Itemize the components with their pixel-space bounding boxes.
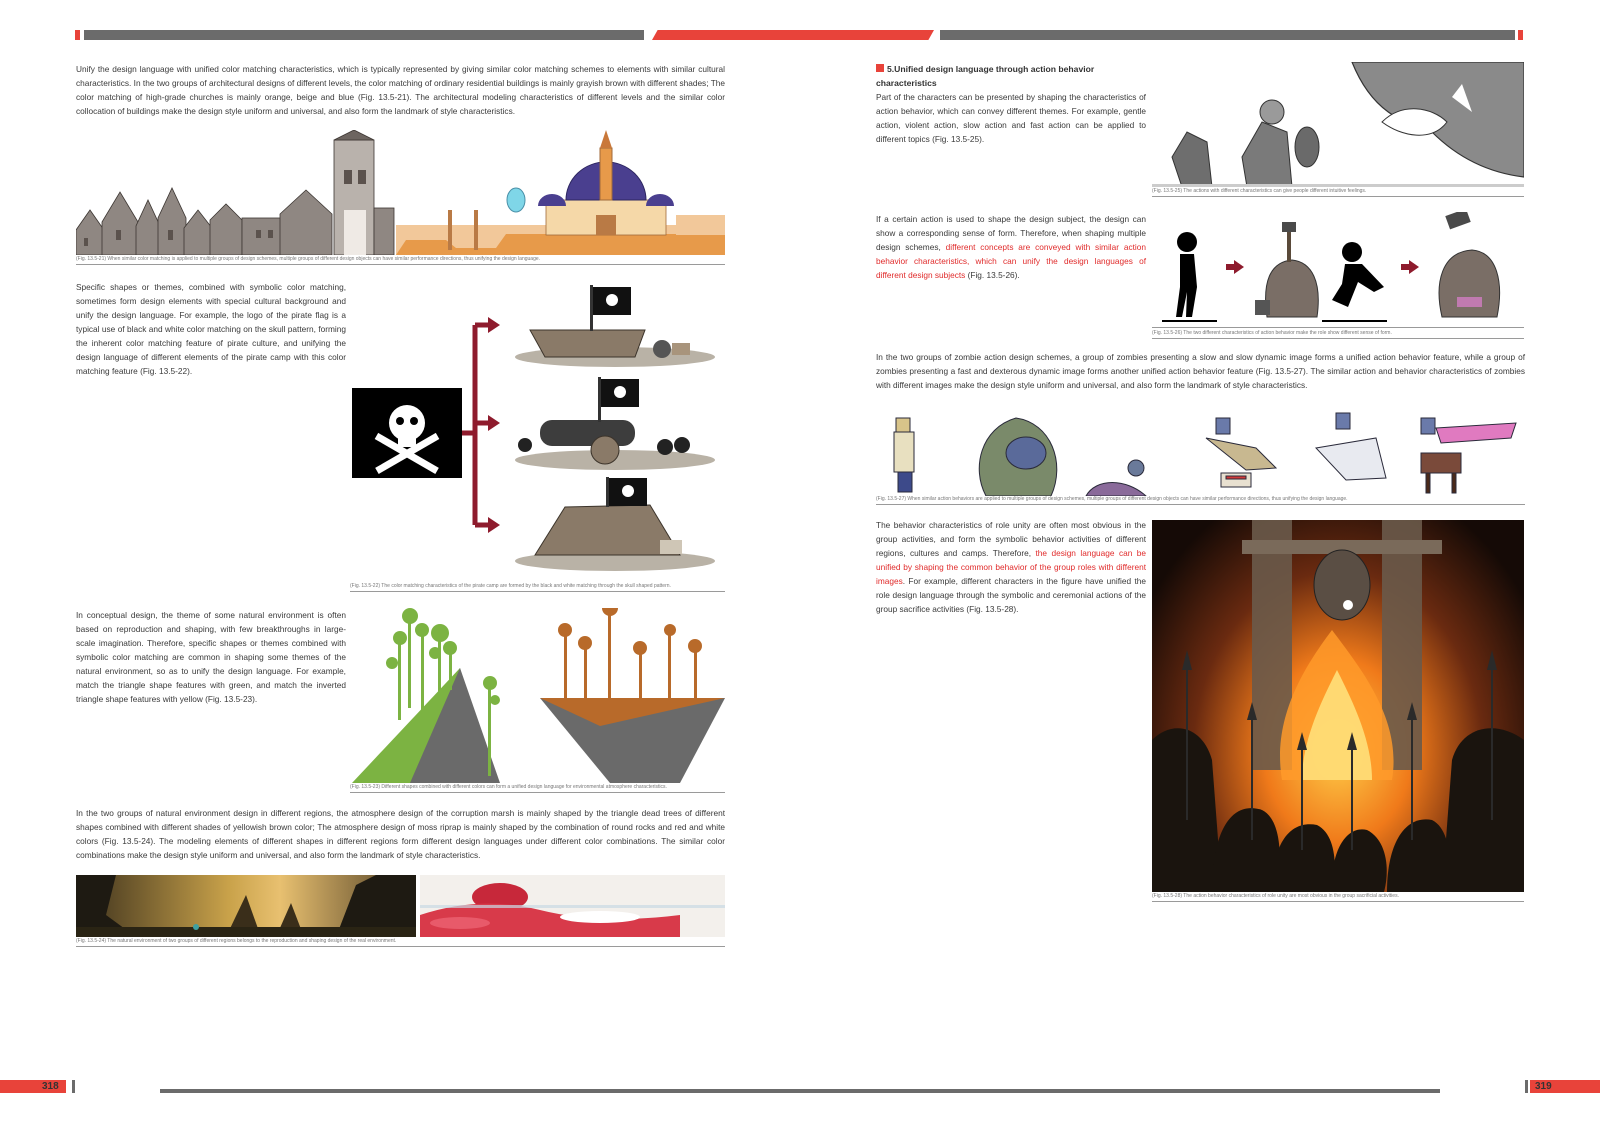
fig-13-5-25 — [1152, 62, 1524, 187]
caption-13-5-21: (Fig. 13.5-21) When similar color matching is applied to multiple groups of design schemes, multiple groups of different design objects can have similar performance directions, thus unifying the design language. — [76, 256, 725, 265]
page-number-right: 319 — [1535, 1081, 1552, 1092]
footer-right-tick — [1525, 1080, 1528, 1093]
right-paragraph-2: If a certain action is used to shape the design subject, the design can show a corresponding sense of form. Therefore, when shaping multiple design schemes, different concepts are conveyed with similar action behavior characteristics, which can unify the design languages of different design subjects (Fig. 13.5-26). — [876, 214, 1146, 280]
caption-13-5-28: (Fig. 13.5-28) The action behavior characteristics of role unity are most obvious in the group sacrificial activities. — [1152, 893, 1524, 902]
right-paragraph-4: The behavior characteristics of role unity are often most obvious in the group activities, and form the symbolic behavior activities of different regions, cultures and camps. Therefore, the design language can be unified by shaping the common behavior of the group roles with different images. For example, different characters in the figure have unified the role design language through the symbolic and ceremonial actions of the group sacrifice activities (Fig. 13.5-28). — [876, 520, 1147, 614]
fig-13-5-24-riprap — [420, 875, 725, 937]
top-bar-right-cap — [1518, 30, 1523, 40]
heading-square-icon — [876, 64, 884, 72]
fig-13-5-22 — [350, 285, 725, 581]
right-paragraph-3: In the two groups of zombie action design schemes, a group of zombies presenting a slow and slow dynamic image forms a unified action behavior feature, while a group of zombies presenting a fast and dexterous dynamic image forms another unified action behavior feature (Fig. 13.5-27). The similar action and behavior characteristics of zombies with different images make the design style uniform and universal, and also form the landmark of style characteristics. — [876, 352, 1525, 390]
marsh-illustration — [76, 875, 416, 937]
caption-13-5-24: (Fig. 13.5-24) The natural environment of two groups of different regions belongs to the reproduction and shaping design of the real environment. — [76, 938, 725, 947]
caption-13-5-25: (Fig. 13.5-25) The actions with different characteristics can give people different intuitive feelings. — [1152, 188, 1524, 197]
top-bar-left-cap — [75, 30, 80, 40]
caption-13-5-23: (Fig. 13.5-23) Different shapes combined with different colors can form a unified design language for environmental atmosphere characteristics. — [350, 784, 725, 793]
footer-rule — [160, 1089, 1440, 1093]
top-bar-right — [940, 30, 1515, 40]
moss-riprap-illustration — [420, 875, 725, 937]
zombies-illustration — [876, 408, 1525, 496]
fig-13-5-24-marsh — [76, 875, 416, 937]
right-paragraph-1: Part of the characters can be presented by shaping the characteristics of action behavior, which can convey different themes. For example, gentle action, violent action, slow action and fast action can be applied to different topics (Fig. 13.5-25). — [876, 92, 1146, 144]
floating-islands-illustration — [350, 608, 725, 783]
left-paragraph-1: Unify the design language with unified color matching characteristics, which is typically represented by giving similar color matching schemes to elements with similar cultural characteristics. In the two groups of architectural designs of different levels, the color matching of ordinary residential buildings is mainly grayish brown with different shades; The color matching of high-grade churches is mainly orange, beige and blue (Fig. 13.5-21). The architectural modeling characteristics of different levels and the similar color collocation of buildings make the design style uniform and universal, and also form the landmark of style characteristics. — [76, 64, 725, 116]
fig-13-5-21 — [76, 130, 725, 255]
action-characters-illustration — [1152, 62, 1524, 187]
section-heading: 5.Unified design language through action behavior characteristics — [876, 64, 1095, 88]
action-silhouettes-illustration — [1152, 212, 1524, 330]
pirate-camp-illustration — [350, 285, 725, 581]
top-bar-left — [84, 30, 644, 40]
fig-13-5-26 — [1152, 212, 1524, 330]
footer-left-tick — [72, 1080, 75, 1093]
fig-13-5-28 — [1152, 520, 1524, 892]
caption-13-5-27: (Fig. 13.5-27) When similar action behaviors are applied to multiple groups of design schemes, multiple groups of different design objects can have similar performance directions, thus unifying the design language. — [876, 496, 1525, 505]
top-bar-center-red — [652, 30, 934, 40]
left-paragraph-3: In conceptual design, the theme of some natural environment is often based on reproduction and shaping, with few breakthroughs in large-scale imagination. Therefore, specific shapes or themes combined with symbolic color matching are common in shaping some themes of the natural environment, so as to unify the design language. For example, match the triangle shape features with green, and match the inverted triangle shape features with yellow (Fig. 13.5-23). — [76, 610, 346, 704]
buildings-illustration — [76, 130, 725, 255]
sacrifice-scene-illustration — [1152, 520, 1524, 892]
fig-13-5-27 — [876, 408, 1525, 496]
left-paragraph-2: Specific shapes or themes, combined with symbolic color matching, sometimes form design elements with special cultural background and unify the design language. For example, the logo of the pirate flag is a typical use of black and white color matching on the skull pattern, forming the inherent color matching feature of pirate culture, and unifying the design language of different elements of the pirate camp with this color matching feature (Fig. 13.5-22). — [76, 282, 346, 376]
left-paragraph-4: In the two groups of natural environment design in different regions, the atmosphere design of the corruption marsh is mainly shaped by the triangle dead trees of different shapes combined with different shades of yellowish brown color; The atmosphere design of moss riprap is mainly shaped by the combination of round rocks and red and white colors (Fig. 13.5-24). The modeling elements of different shapes in different regions form different design languages under different color combinations. The similar color combinations make the design style uniform and universal, and also form the landmark of style characteristics. — [76, 808, 725, 860]
caption-13-5-22: (Fig. 13.5-22) The color matching characteristics of the pirate camp are formed by the black and white matching through the skull shaped pattern. — [350, 583, 725, 592]
page-number-left: 318 — [42, 1081, 59, 1092]
fig-13-5-23 — [350, 608, 725, 783]
caption-13-5-26: (Fig. 13.5-26) The two different characteristics of action behavior make the role show different sense of form. — [1152, 330, 1524, 339]
